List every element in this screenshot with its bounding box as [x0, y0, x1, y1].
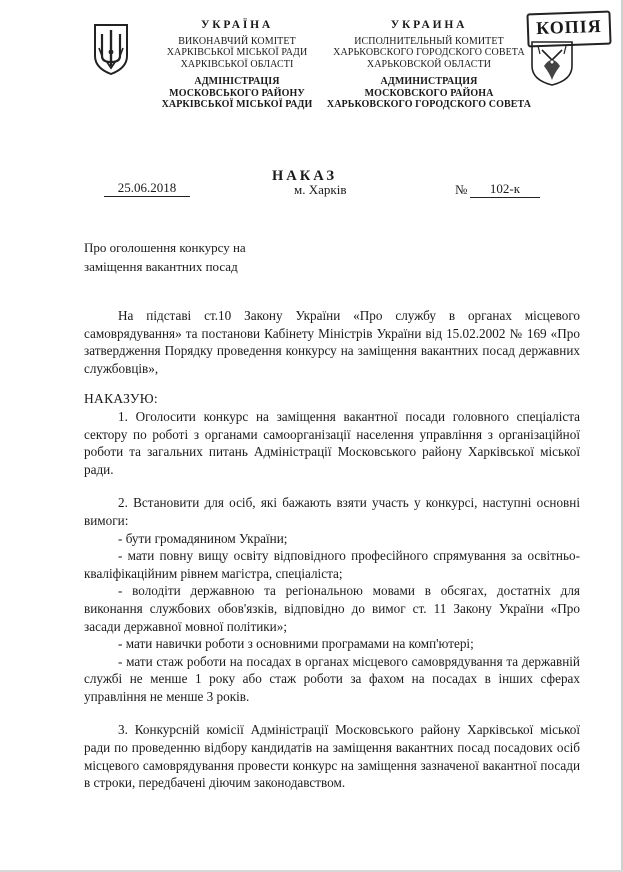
kharkiv-coat-of-arms-icon: [528, 40, 576, 86]
header-line: ХАРЬКОВСКОГО ГОРОДСКОГО СОВЕТА: [333, 47, 525, 58]
order-number-label: №: [455, 182, 468, 197]
order-item-1: 1. Оголосити конкурс на заміщення вакантної посади головного спеціаліста сектору по роботі з органами самоорганізації населення управління з організаційної роботи та загальних питань Адміністрації Московського району Харківської міської ради.: [84, 408, 580, 477]
order-title: НАКАЗ: [272, 168, 338, 184]
admin-line: МОСКОВСЬКОГО РАЙОНУ: [169, 87, 305, 99]
requirement-item: - мати навички роботи з основними програмами на комп'ютері;: [118, 636, 474, 652]
requirement-item: - володіти державною та регіональною мовами в обсягах, достатніх для виконання службових обов'язків, відповідно до вимог ст. 11 Закону України «Про засади державної мовної політики»;: [84, 583, 580, 634]
country-name-ru: УКРАИНА: [390, 19, 468, 31]
admin-line: МОСКОВСКОГО РАЙОНА: [364, 87, 494, 99]
country-name-ua: УКРАЇНА: [201, 19, 273, 31]
copy-stamp: КОПІЯ: [526, 11, 611, 48]
ukraine-coat-of-arms-icon: [92, 22, 130, 76]
order-number: 102-к: [470, 181, 540, 198]
header-ukrainian: [142, 20, 332, 111]
header-russian: [318, 20, 540, 111]
admin-line: ХАРЬКОВСКОГО ГОРОДСКОГО СОВЕТА: [326, 99, 532, 110]
header-line: ВИКОНАВЧИЙ КОМІТЕТ: [178, 35, 296, 47]
requirement-item: - мати стаж роботи на посадах в органах місцевого самоврядування та державній службі не менше 1 року або стаж роботи за фахом на посадах в інших сферах управління не менше 3 років.: [84, 653, 580, 704]
order-item-3: 3. Конкурсній комісії Адміністрації Московського району Харківської міської ради по проведенню відбору кандидатів на заміщення вакантних посад посадових осіб місцевого самоврядування провести конкурс на заміщення зазначеної вакантної посади в строки, передбачені діючим законодавством.: [84, 722, 580, 791]
admin-line: ХАРКІВСЬКОЇ МІСЬКОЇ РАДИ: [161, 99, 313, 110]
order-item-2: 2. Встановити для осіб, які бажають взяти участь у конкурсі, наступні основні вимоги:: [84, 495, 580, 528]
header-line: ХАРКІВСЬКОЇ МІСЬКОЇ РАДИ: [166, 47, 308, 58]
subject-line: заміщення вакантних посад: [84, 259, 238, 274]
requirement-item: - бути громадянином України;: [118, 530, 288, 546]
requirement-item: - мати повну вищу освіту відповідного професійного спрямування за освітньо-кваліфікаційним рівнем магістра, спеціаліста;: [84, 548, 580, 581]
header-line: ХАРКІВСЬКОЇ ОБЛАСТІ: [180, 58, 294, 70]
admin-line: АДМИНИСТРАЦИЯ: [380, 76, 478, 87]
order-body: [84, 307, 580, 792]
order-date: 25.06.2018: [104, 180, 190, 197]
order-subject: [84, 238, 246, 276]
header-line: ХАРЬКОВСКОЙ ОБЛАСТИ: [366, 58, 492, 70]
order-city: м. Харків: [294, 182, 347, 197]
header-line: ИСПОЛНИТЕЛЬНЫЙ КОМИТЕТ: [354, 35, 504, 47]
subject-line: Про оголошення конкурсу на: [84, 240, 246, 255]
admin-line: АДМІНІСТРАЦІЯ: [194, 76, 280, 87]
order-directive-heading: НАКАЗУЮ:: [84, 391, 158, 407]
preamble-paragraph: На підставі ст.10 Закону України «Про службу в органах місцевого самоврядування» та постанови Кабінету Міністрів України від 15.02.2002 № 169 «Про затвердження Порядку проведення конкурсу на заміщення вакантних посад державних службовців»,: [84, 308, 580, 376]
